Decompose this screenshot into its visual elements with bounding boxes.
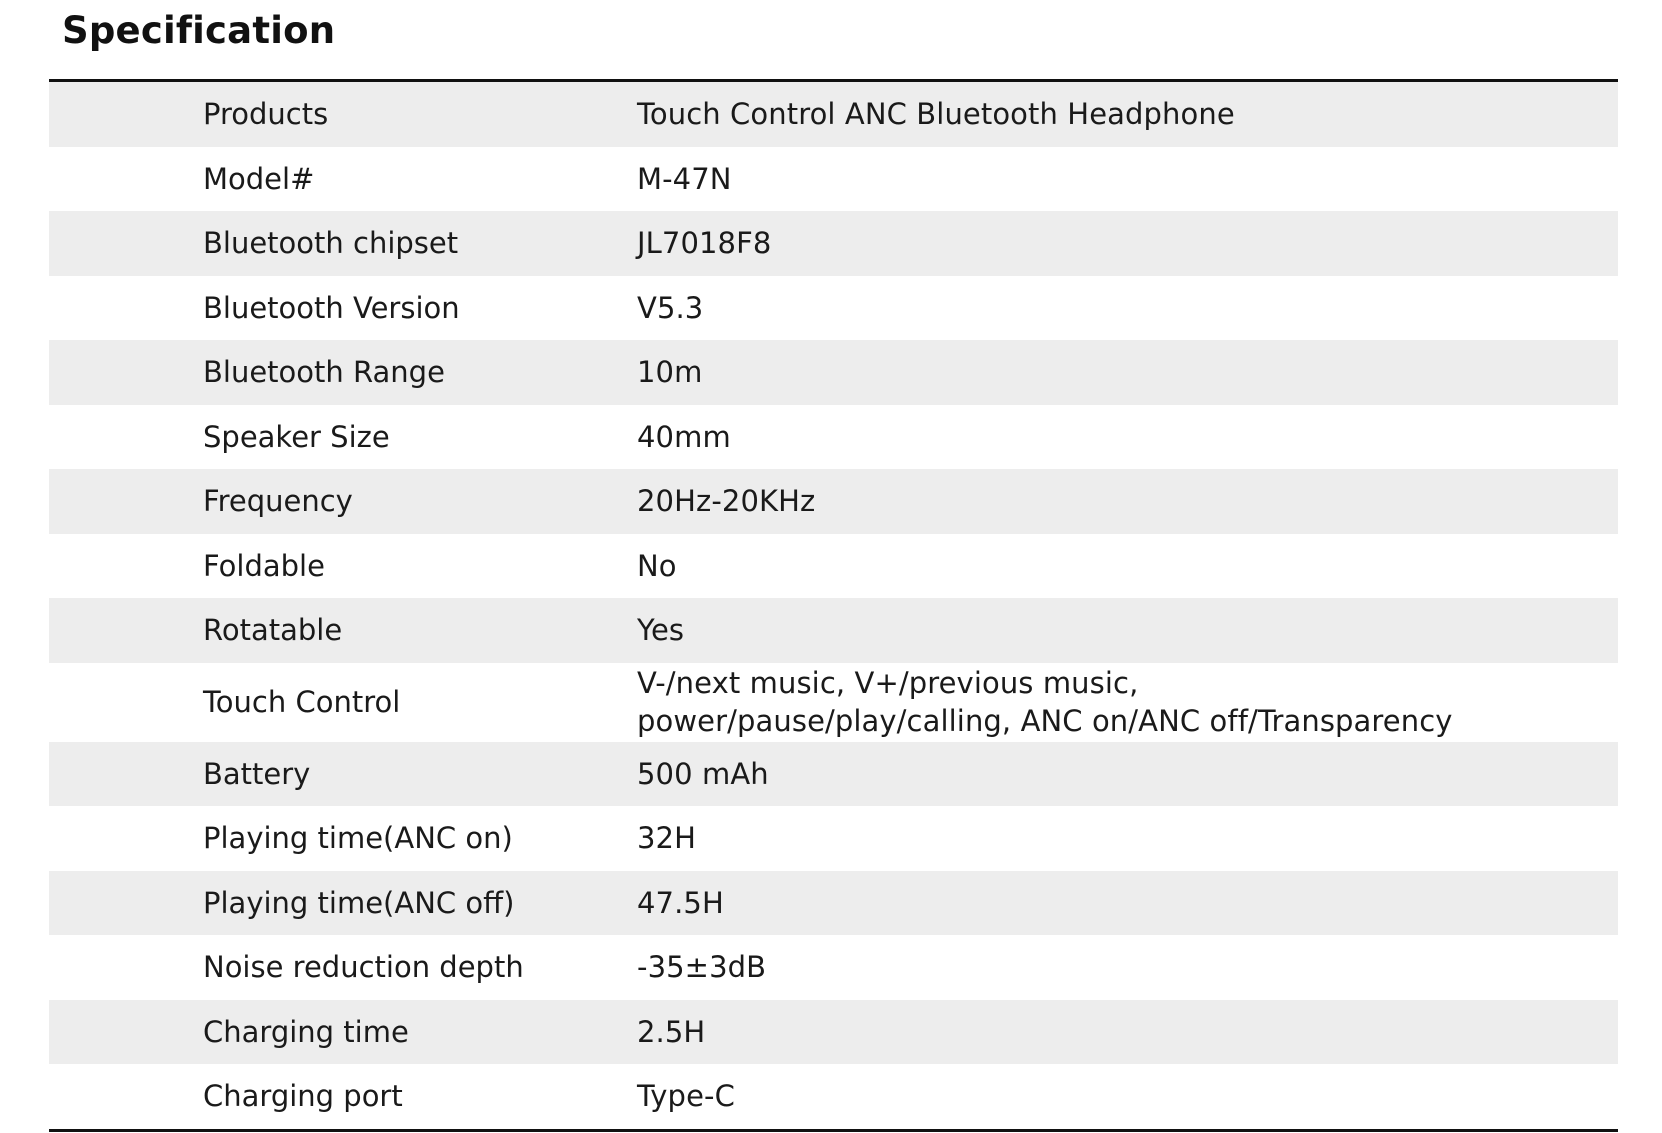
spec-value: M-47N [637, 161, 732, 196]
spec-value: 40mm [637, 419, 731, 454]
spec-value: Type-C [637, 1079, 735, 1114]
spec-value: V5.3 [637, 290, 704, 325]
spec-label: Playing time(ANC on) [203, 821, 513, 856]
spec-label: Model# [203, 161, 315, 196]
spec-label: Battery [203, 756, 311, 791]
table-row [49, 871, 1618, 936]
table-row [49, 82, 1618, 147]
table-row [49, 806, 1618, 871]
spec-value: 47.5H [637, 885, 724, 920]
table-row [49, 663, 1618, 742]
spec-table [49, 79, 1618, 1132]
spec-label: Playing time(ANC off) [203, 885, 515, 920]
spec-label: Bluetooth Version [203, 290, 460, 325]
spec-label: Products [203, 97, 329, 132]
spec-label: Noise reduction depth [203, 950, 524, 985]
table-row [49, 935, 1618, 1000]
spec-label: Speaker Size [203, 419, 390, 454]
spec-value: 500 mAh [637, 756, 769, 791]
spec-value: 32H [637, 821, 697, 856]
table-row [49, 742, 1618, 807]
spec-label: Frequency [203, 484, 353, 519]
page-title: Specification [62, 9, 336, 52]
table-row [49, 469, 1618, 534]
spec-value: JL7018F8 [637, 226, 772, 261]
spec-label: Charging port [203, 1079, 403, 1114]
spec-label: Foldable [203, 548, 325, 583]
table-row [49, 598, 1618, 663]
table-row [49, 276, 1618, 341]
spec-value: No [637, 548, 677, 583]
spec-value: 20Hz-20KHz [637, 484, 816, 519]
table-row [49, 211, 1618, 276]
table-row [49, 534, 1618, 599]
spec-value: V-/next music, V+/previous music, power/pause/play/calling, ANC on/ANC off/Transparency [637, 666, 1453, 738]
table-row [49, 340, 1618, 405]
table-row [49, 147, 1618, 212]
spec-label: Touch Control [203, 685, 401, 719]
spec-value: Yes [637, 613, 685, 648]
spec-label: Charging time [203, 1014, 409, 1049]
spec-label: Rotatable [203, 613, 343, 648]
table-row [49, 1064, 1618, 1129]
spec-label: Bluetooth chipset [203, 226, 459, 261]
table-row [49, 1000, 1618, 1065]
spec-value: -35±3dB [637, 950, 767, 985]
spec-value: 2.5H [637, 1014, 706, 1049]
table-row [49, 405, 1618, 470]
spec-value: 10m [637, 355, 703, 390]
spec-value: Touch Control ANC Bluetooth Headphone [637, 97, 1235, 132]
spec-label: Bluetooth Range [203, 355, 445, 390]
